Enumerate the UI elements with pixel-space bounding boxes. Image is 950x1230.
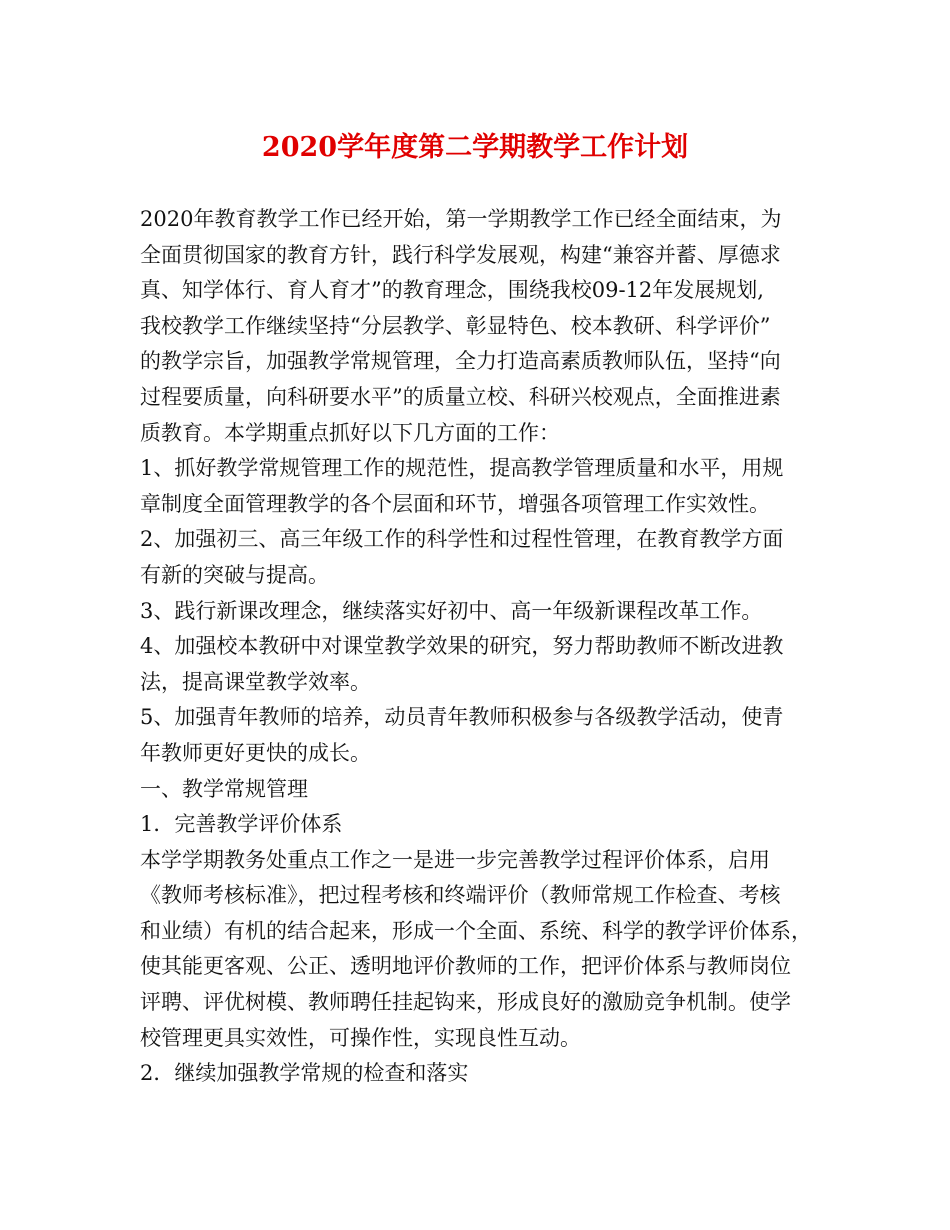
list-item-1: 1、抓好教学常规管理工作的规范性，提高教学管理质量和水平，用规: [140, 456, 784, 481]
text-line: 过程要质量，向科研要水平”的质量立校、科研兴校观点，全面推进素: [140, 384, 781, 409]
list-item-4: 4、加强校本教研中对课堂教学效果的研究，努力帮助教师不断改进教: [140, 634, 784, 659]
text-line: 有新的突破与提高。: [140, 562, 329, 587]
subsection-heading: 1．完善教学评价体系: [140, 812, 343, 837]
text-line: 使其能更客观、公正、透明地评价教师的工作，把评价体系与教师岗位: [140, 954, 791, 979]
document-title: 2020学年度第二学期教学工作计划: [261, 132, 689, 163]
text-line: 章制度全面管理教学的各个层面和环节，增强各项管理工作实效性。: [140, 491, 770, 516]
text-line: 年教师更好更快的成长。: [140, 740, 371, 765]
list-item-5: 5、加强青年教师的培养，动员青年教师积极参与各级教学活动，使青: [140, 705, 784, 730]
text-line: 质教育。本学期重点抓好以下几方面的工作：: [140, 420, 560, 445]
text-line: 2020年教育教学工作已经开始，第一学期教学工作已经全面结束，为: [140, 207, 782, 231]
subsection-heading: 2．继续加强教学常规的检查和落实: [140, 1061, 469, 1086]
text-line: 校管理更具实效性，可操作性，实现良性互动。: [140, 1025, 581, 1050]
list-item-2: 2、加强初三、高三年级工作的科学性和过程性管理，在教育教学方面: [140, 527, 784, 552]
text-line: 《教师考核标准》，把过程考核和终端评价（教师常规工作检查、考核: [140, 883, 781, 908]
text-line: 真、知学体行、育人育才”的教育理念，围绕我校09-12年发展规划,: [140, 278, 764, 303]
text-line: 法，提高课堂教学效率。: [140, 669, 371, 694]
list-item-3: 3、践行新课改理念，继续落实好初中、高一年级新课程改革工作。: [140, 598, 763, 623]
text-line: 的教学宗旨，加强教学常规管理，全力打造高素质教师队伍，坚持“向: [140, 349, 781, 374]
text-line: 我校教学工作继续坚持“分层教学、彰显特色、校本教研、科学评价”: [140, 313, 771, 338]
section-heading: 一、教学常规管理: [140, 776, 308, 801]
text-line: 和业绩）有机的结合起来，形成一个全面、系统、科学的教学评价体系，: [140, 918, 812, 943]
document-body: [140, 202, 815, 1092]
text-line: 本学学期教务处重点工作之一是进一步完善教学过程评价体系，启用: [140, 847, 770, 872]
text-line: 评聘、评优树模、教师聘任挂起钩来，形成良好的激励竞争机制。使学: [140, 990, 791, 1015]
text-line: 全面贯彻国家的教育方针，践行科学发展观，构建“兼容并蓄、厚德求: [140, 242, 781, 267]
